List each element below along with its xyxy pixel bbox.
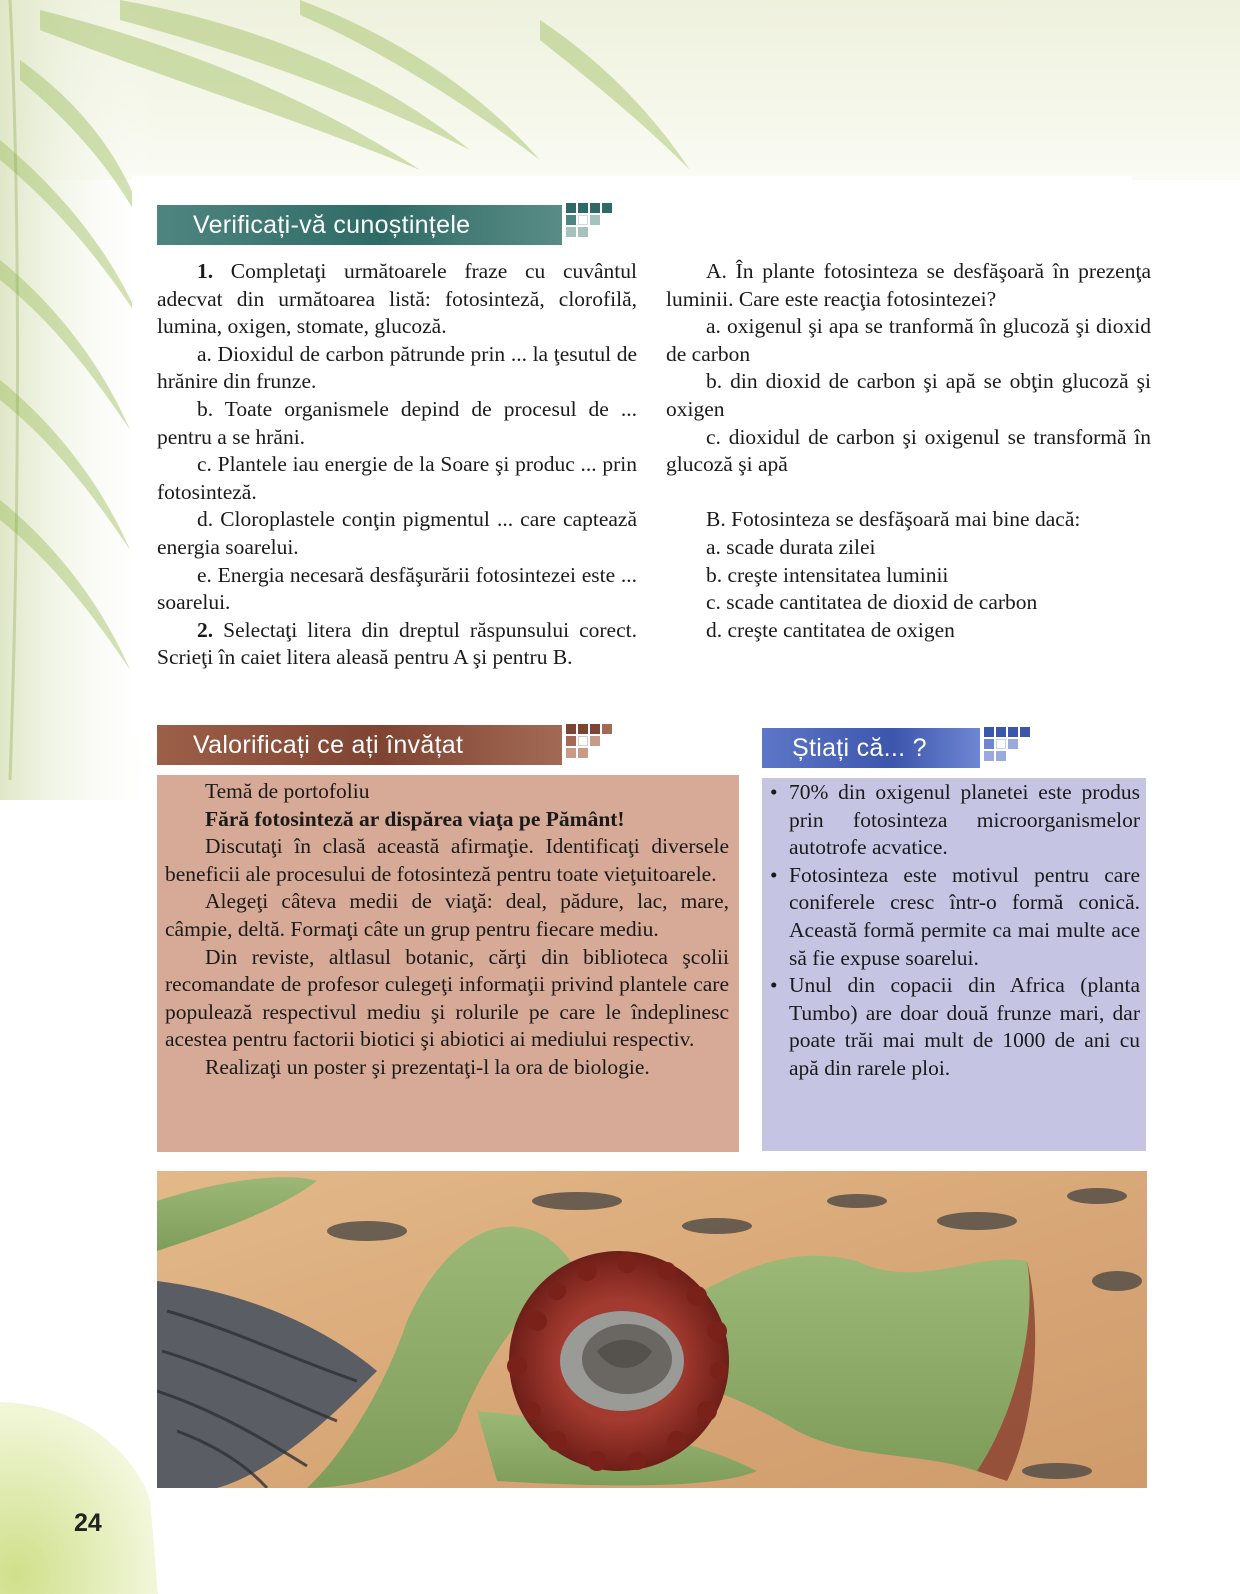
question-1: 1. Completaţi următoarele fraze cu cuvântul adecvat din următoarea listă: fotosinteză, clorofilă, lumina, oxigen, stomate, glucoză. xyxy=(157,259,637,339)
portfolio-paragraph: Discutaţi în clasă această afirmaţie. Identificaţi diversele beneficii ale procesului de fotosinteză pentru toate vieţuitoarele. xyxy=(165,834,729,886)
plant-illustration xyxy=(157,1171,1147,1488)
list-item: • 70% din oxigenul planetei este produs prin fotosinteza microorganismelor autotrofe acvatice. xyxy=(770,780,1140,860)
section-header-didyouknow xyxy=(762,728,980,768)
bullet-icon: • xyxy=(770,780,778,804)
question-number: 1. xyxy=(197,259,214,283)
part-b-option: c. scade cantitatea de dioxid de carbon xyxy=(706,590,1038,615)
bullet-icon: • xyxy=(770,862,778,887)
portfolio-statement: Fără fotosinteză ar dispărea viaţa pe Pământ! xyxy=(205,806,625,831)
part-b-option: d. creşte cantitatea de oxigen xyxy=(706,617,955,642)
section-title: Valorificați ce ați învățat xyxy=(193,731,464,759)
spacer xyxy=(666,479,1151,507)
part-a-option: c. dioxidul de carbon şi oxigenul se transformă în glucoză şi apă xyxy=(666,424,1151,477)
portfolio-box xyxy=(157,775,739,1152)
list-item: • Unul din copacii din Africa (planta Tumbo) are doar două frunze mari, dar poate trăi mai mult de 1000 de ani cu apă din rarele ploi. xyxy=(770,973,1140,1080)
bullet-icon: • xyxy=(770,973,778,998)
part-a-option: b. din dioxid de carbon şi apă se obţin glucoză şi oxigen xyxy=(666,369,1151,421)
exercise-column-right xyxy=(666,258,1151,644)
question-1-item: a. Dioxidul de carbon pătrunde prin ... la ţesutul de hrănire din frunze. xyxy=(157,341,637,394)
question-number: 2. xyxy=(197,617,214,642)
facts-box xyxy=(762,778,1146,1151)
section-header-apply xyxy=(157,725,562,765)
portfolio-paragraph: Realizaţi un poster şi prezentaţi-l la ora de biologie. xyxy=(205,1054,650,1079)
list-item: • Fotosinteza este motivul pentru care coniferele cresc într-o formă conică. Această formă permite ca mai multe ace să fie expuse soarelui. xyxy=(770,862,1140,970)
portfolio-paragraph: Din reviste, altlasul botanic, cărţi din biblioteca şcolii recomandate de profesor culegeţi informaţii privind plantele care populează respectivul mediu şi rolurile pe care le îndeplinesc acestea pentru factorii biotici şi abiotici ai mediului respectiv. xyxy=(165,944,729,1052)
part-a-question: A. În plante fotosinteza se desfăşoară în prezenţa luminii. Care este reacţia fotosintezei? xyxy=(666,259,1151,311)
question-1-item: d. Cloroplastele conţin pigmentul ... care captează energia soarelui. xyxy=(157,507,637,559)
section-header-verify xyxy=(157,205,562,245)
exercise-column-left xyxy=(157,258,637,672)
part-b-option: a. scade durata zilei xyxy=(706,534,876,559)
section-title: Știați că... ? xyxy=(792,734,927,762)
welwitschia-photo xyxy=(157,1171,1147,1488)
portfolio-paragraph: Alegeţi câteva medii de viaţă: deal, pădure, lac, mare, câmpie, deltă. Formaţi câte un grup pentru fiecare mediu. xyxy=(165,889,729,941)
part-b-option: b. creşte intensitatea luminii xyxy=(706,562,949,587)
section-title: Verificați-vă cunoștințele xyxy=(193,211,471,239)
question-1-item: e. Energia necesară desfăşurării fotosintezei este ... soarelui. xyxy=(157,562,637,615)
portfolio-label: Temă de portofoliu xyxy=(205,779,370,803)
question-1-item: b. Toate organismele depind de procesul de ... pentru a se hrăni. xyxy=(157,396,637,449)
part-b-question: B. Fotosinteza se desfăşoară mai bine dacă: xyxy=(706,507,1081,532)
question-2: 2. Selectaţi litera din dreptul răspunsului corect. Scrieţi în caiet litera aleasă pentru A şi pentru B. xyxy=(157,617,637,670)
facts-list xyxy=(770,779,1140,1083)
page-number: 24 xyxy=(74,1509,102,1537)
part-a-option: a. oxigenul şi apa se tranformă în glucoză şi dioxid de carbon xyxy=(666,314,1151,366)
question-1-item: c. Plantele iau energie de la Soare şi produc ... prin fotosinteză. xyxy=(157,452,637,504)
